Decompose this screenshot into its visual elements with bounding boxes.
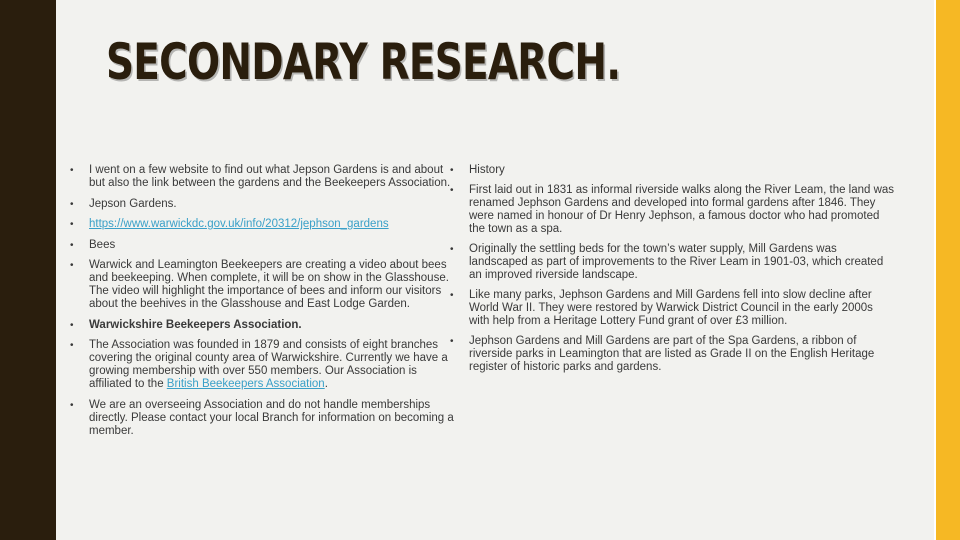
item-text: We are an overseeing Association and do not handle memberships directly. Please contact your local Branch for information on becoming a member.: [89, 398, 454, 437]
jephson-gardens-link[interactable]: https://www.warwickdc.gov.uk/info/20312/jephson_gardens: [89, 218, 389, 230]
item-text: Bees: [89, 238, 116, 251]
bullet-icon: •: [70, 340, 74, 351]
item-text-end: .: [324, 378, 328, 390]
list-item: [450, 335, 896, 374]
slide-title: SECONDARY RESEARCH.: [106, 33, 621, 91]
bullet-icon: •: [70, 399, 74, 411]
item-text: Originally the settling beds for the town’s water supply, Mill Gardens was landscaped as part of improvements to the River Leam in 1901-03, which created an improved riverside landscape.: [469, 243, 884, 281]
bullet-icon: •: [70, 260, 74, 271]
item-text: Jephson Gardens and Mill Gardens are part of the Spa Gardens, a ribbon of riverside parks in Leamington that are listed as Grade II on the English Heritage register of historic parks and gardens.: [469, 335, 875, 373]
bullet-icon: •: [450, 336, 454, 347]
list-item: [70, 339, 456, 391]
left-bullet-list: [70, 164, 456, 438]
bullet-icon: •: [450, 244, 454, 255]
left-column: [70, 164, 456, 445]
bullet-icon: •: [450, 165, 454, 176]
bullet-icon: •: [70, 219, 74, 230]
list-item: [70, 218, 456, 231]
item-text: History: [469, 164, 505, 176]
list-item: [70, 399, 456, 438]
bba-link[interactable]: British Beekeepers Association: [166, 378, 325, 390]
item-text: I went on a few website to find out what Jepson Gardens is and about but also the link between the gardens and the Beekeepers Association.: [89, 164, 451, 189]
list-item: [70, 259, 456, 311]
bullet-icon: •: [450, 185, 454, 196]
item-text: Warwick and Leamington Beekeepers are creating a video about bees and beekeeping. When complete, it will be on show in the Glasshouse. The video will highlight the importance of bees and inform our visitors about the beehives in the Glasshouse and East Lodge Garden.: [89, 259, 449, 310]
item-heading: Warwickshire Beekeepers Association.: [89, 318, 302, 331]
list-item: [70, 319, 456, 332]
list-item: [450, 289, 896, 328]
bullet-icon: •: [450, 290, 454, 301]
right-column: [450, 164, 896, 381]
list-item: [70, 239, 456, 252]
item-text: The Association was founded in 1879 and consists of eight branches covering the original county area of Warwickshire. Currently we have a growing membership with over 550 members. Our Association is affiliated to the: [89, 339, 448, 390]
list-item: [450, 164, 896, 177]
list-item: [70, 164, 456, 190]
item-text: Like many parks, Jephson Gardens and Mill Gardens fell into slow decline after World War II. They were restored by Warwick District Council in the early 2000s with help from a Heritage Lottery Fund grant of over £3 million.: [469, 289, 873, 327]
list-item: [70, 198, 456, 211]
item-text: Jepson Gardens.: [89, 197, 177, 210]
item-text: First laid out in 1831 as informal riverside walks along the River Leam, the land was renamed Jephson Gardens and developed into formal gardens after 1846. They were named in honour of Dr Henry Jephson, a famous doctor who had promoted the town as a spa.: [469, 184, 895, 235]
left-decor-band: [0, 0, 56, 540]
bullet-icon: •: [70, 319, 74, 331]
bullet-icon: •: [70, 165, 74, 176]
list-item: [450, 243, 896, 282]
right-accent-band: [936, 0, 960, 540]
list-item: [450, 184, 896, 236]
bullet-icon: •: [70, 198, 74, 210]
right-bullet-list: [450, 164, 896, 374]
bullet-icon: •: [70, 239, 74, 251]
